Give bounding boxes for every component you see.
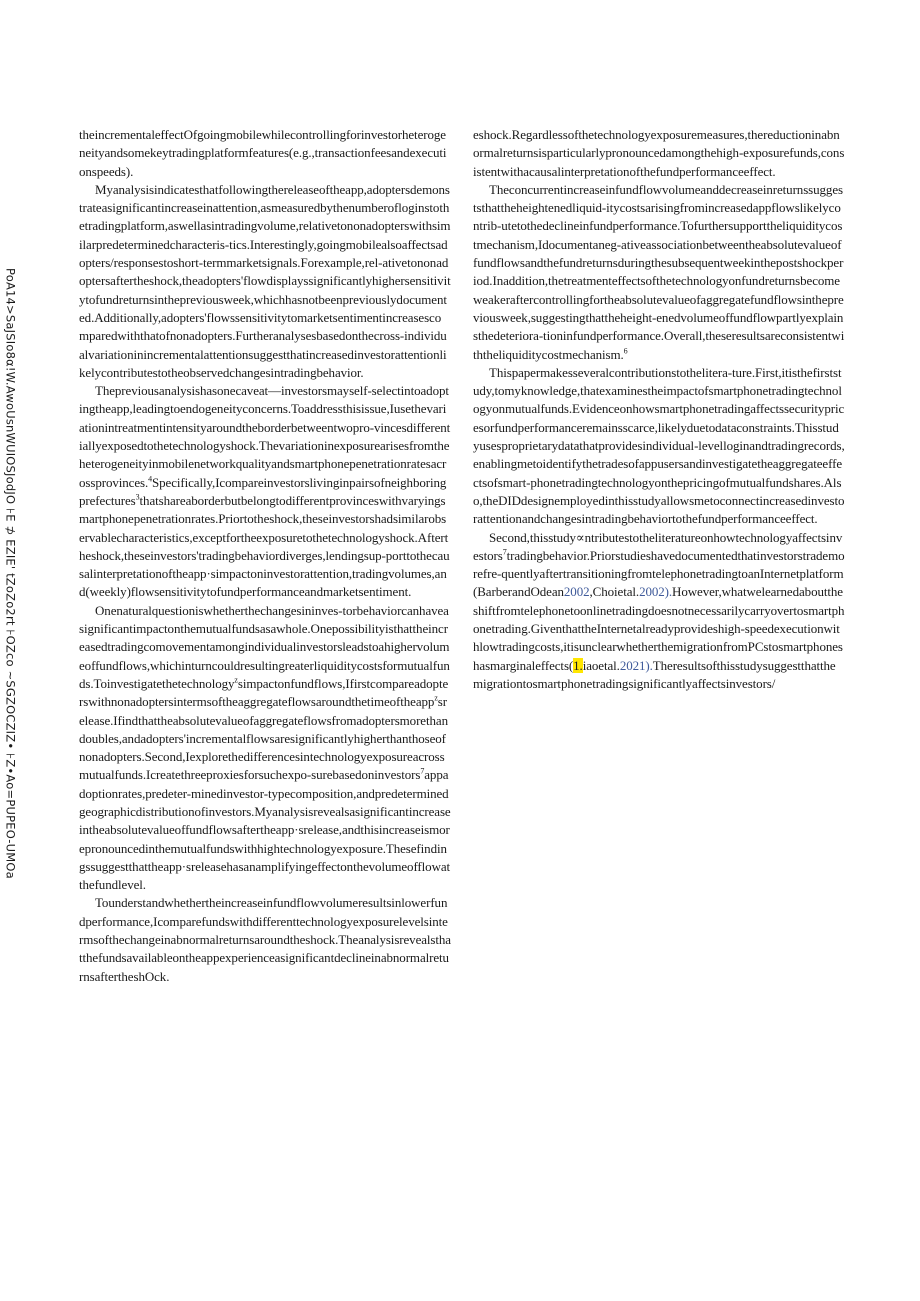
- footnote-marker: 4: [148, 474, 153, 484]
- paragraph: [473, 529, 845, 694]
- left-column: [79, 126, 451, 986]
- paragraph: Thispapermakesseveralcontributionstothelitera-ture.First,itisthefirststudy,tomyknowledge,thatexaminestheimpactofsmartphonetradingtechnologyonmutualfunds.Evidenceonhowsmartphonetradingaffectssecuritypricesorfundperformanceremainsscarce,likelyduetodataconstraints.Thisstudyusesproprietarydatathatprovidesindividual-levelloginandtradingrecords,enablingmetoidentifythetradesofappusersandinvestigatetheaggregateeffectsofsmart-phonetradingtechnologyonthepricingofmutualfundshares.Also,theDIDdesignemployedinthisstudyallowsmetoconnectincreasedinvestorattentionandchangesintradingbehaviortothefundperformanceeffect.: [473, 364, 845, 527]
- citation-link[interactable]: 2002).: [639, 584, 673, 600]
- text-run: However,whatwelearnedabouttheshiftfromtelephonetoonlinetradingdoesnotnecessarilycarryovertosmartphonetrading.GiventhattheInternetalreadyprovideshigh-speedexecutionwithlowtradingcosts,itisunclearwhetherthemigrationfromPCstosmartphoneshasmarginaleffects(: [473, 584, 845, 673]
- footnote-marker: 6: [623, 346, 628, 356]
- text-run: iaoetal.: [582, 657, 620, 673]
- text-run: tradingbehavior.Priorstudieshavedocumentedthatinvestorstrademorefre-quentlyaftertransitioningfromtelephonetradingtoanInternetplatform(BarberandOdean: [473, 547, 845, 600]
- paragraph: [79, 602, 451, 895]
- text-run: thatshareaborderbutbelongtodifferentprovinceswithvaryingsmartphonepenetrationrates.Priortotheshock,theseinvestorshadsimilarobservablecharacteristics,exceptfortheexposuretothetechnologyshock.Aftertheshock,theseinvestors'tradingbehaviordiverges,lendingsup-porttothecausalinterpretationoftheapp·simpactoninvestorattention,tradingvolumes,and(weekly)flowsensitivitytofundperformanceandmarketsentiment.: [79, 492, 450, 600]
- paragraph: Tounderstandwhethertheincreaseinfundflowvolumeresultsinlowerfundperformance,Icomparefundswithdifferenttechnologyexposurelevelsintermsofthechangeinabnormalreturnsaroundtheshock.TheanalysisrevealsthatthefundsavailableontheappexperienceasignificantdeclineinabnormalreturnsaftertheshOck.: [79, 895, 451, 984]
- text-run: Thepreviousanalysishasonecaveat—investorsmayself-selectintoadoptingtheapp,leadingtoendogeneityconcerns.Toaddressthisissue,Iusethevariationintreatmentintensityaroundtheborderbetweentwopro-vincesdifferentiallyexposedtothetechnologyshock.Thevariationinexposurearisesfromtheheterogeneityinmobilenetworkqualityandsmartphonepenetrationratesacrossprovinces.: [79, 383, 451, 490]
- highlighted-text: 1.: [573, 657, 583, 673]
- right-column: [473, 126, 845, 693]
- text-run: Onenaturalquestioniswhetherthechangesininves-torbehaviorcanhaveasignificantimpactonthemutualfundsasawhole.Onepossibilityisthattheincreasedtradingcomovementamongindividualinvestorsleadstoahighervolumeoffundflows,whichinturncouldresultingreaterliquiditycostsformutualfunds.Toinvestigatethetechnology: [79, 602, 450, 691]
- text-run: srelease.Ifindthattheabsolutevalueofaggregateflowsfromadoptersmorethandoubles,andadopters'incrementalflowsaresignificantlyhigherthanthoseofnonadopters.Second,Iexplorethedifferencesintechnologyexposureacrossmutualfunds.Icreatethreeproxiesforsuchexpo-surebasedoninvestors: [79, 694, 448, 783]
- text-run: Second,thisstudy∝ntributestotheliteratureonhowtechnologyaffectsinvestors: [473, 529, 843, 563]
- superscript-mark: 7: [420, 767, 425, 777]
- paragraph: [79, 382, 451, 602]
- superscript-mark: 7: [502, 547, 507, 557]
- paragraph: [473, 181, 845, 364]
- paragraph: Myanalysisindicatesthatfollowingthereleaseoftheapp,adoptersdemonstrateasignificantincreaseinattention,asmeasuredbythenumberofloginstothetradingplatform,aswellasintradingvolume,relativetononadopterswithsimilarpredeterminedcharacteris-tics.Interestingly,goingmobilealsoaffectsadopters/responsestoshort-termmarketsignals.Forexample,rel-ativetononadoptersaftertheshock,theadopters'flowdisplayssignificantlyhighersensitivitytofundreturnsinthepreviousweek,whichhasnotbeenpreviouslydocumented.Additionally,adopters'flowssensitivitytomarketsentimentincreasescomparedwiththatofnonadopters.Furtheranalysesbasedonthecross-individualvariationinincrementalattentionsuggestthatincreasedinvestorattentionlikelycontributestotheobservedchangesintradingbehavior.: [79, 181, 451, 380]
- citation-link[interactable]: 2002: [563, 584, 590, 600]
- text-run: appadoptionrates,predeter-minedinvestor-typecomposition,andpredeterminedgeographicdistributionofinvestors.Myanalysisrevealsasignificantincreaseintheabsolutevalueoffundflowsaftertheapp·srelease,andthisincreaseismorepronouncedinthemutualfundswithhightechnologyexposure.Thesefindingssuggestthattheapp·sreleasehasanamplifyingeffectonthevolumeofflowatthefundlevel.: [79, 767, 451, 893]
- text-run: simpactonfundflows,Ifirstcompareadopterswithnonadoptersintermsoftheaggregateflowsaroundthetimeoftheapp: [79, 675, 449, 710]
- citation-link[interactable]: 2021).: [619, 657, 653, 673]
- text-run: ,Choietal.: [589, 584, 640, 600]
- superscript-mark: z: [234, 675, 238, 685]
- text-run: Theconcurrentincreaseinfundflowvolumeanddecreaseinreturnssuggeststhattheheightenedliquid-itycostsarisingfromincreasedappflowslikelycontrib-utetothedeclineinfundperformance.Tofurthersupporttheliquiditycostmechanism,Idocumentaneg-ativeassociationbetweentheabsolutevalueoffundflowsandthefundreturnsduringthesubsequentweekinthepostshockperiod.Inaddition,thetreatmenteffectsofthetechnologyonfundreturnsbecomeweakeraftercontrollingfortheabsolutevalueofaggregatefundflowsinthepreviousweek,suggestingthattheheight-enedvolumeoffundflowpartlyexplainsthedeteriora-tioninfundperformance.Overall,theseresultsareconsistentwiththeliquiditycostmechanism.: [473, 181, 845, 362]
- superscript-mark: z: [434, 693, 438, 703]
- text-run: Specifically,Icompareinvestorslivinginpairsofneighboringprefectures: [79, 474, 447, 508]
- paragraph: eshock.Regardlessofthetechnologyexposuremeasures,thereductioninabnormalreturnsisparticularlypronouncedamongthehigh-exposurefunds,consistentwithacausalinterpretationofthefundperformanceeffect.: [473, 127, 845, 179]
- margin-watermark: PoA14>SaJSIo8α!W.AwoUsnWUIOSJodJO ⊦E ⊅ EZIE' tZoZo2rt ⊦OZco ~SGZOCZIZ• ⊦Z•Ao=PUPEO-UMOa: [3, 268, 18, 879]
- paragraph: theincrementaleffectOfgoingmobilewhilecontrollingforinvestorheterogeneityandsomekeytradingplatformfeatures(e.g.,transactionfeesandexecutionspeeds).: [79, 127, 447, 179]
- text-run: Theresultsofthisstudysuggestthatthemigrationtosmartphonetradingsignificantlyaffectsinvestors/: [473, 657, 836, 691]
- footnote-marker: 3: [135, 492, 140, 502]
